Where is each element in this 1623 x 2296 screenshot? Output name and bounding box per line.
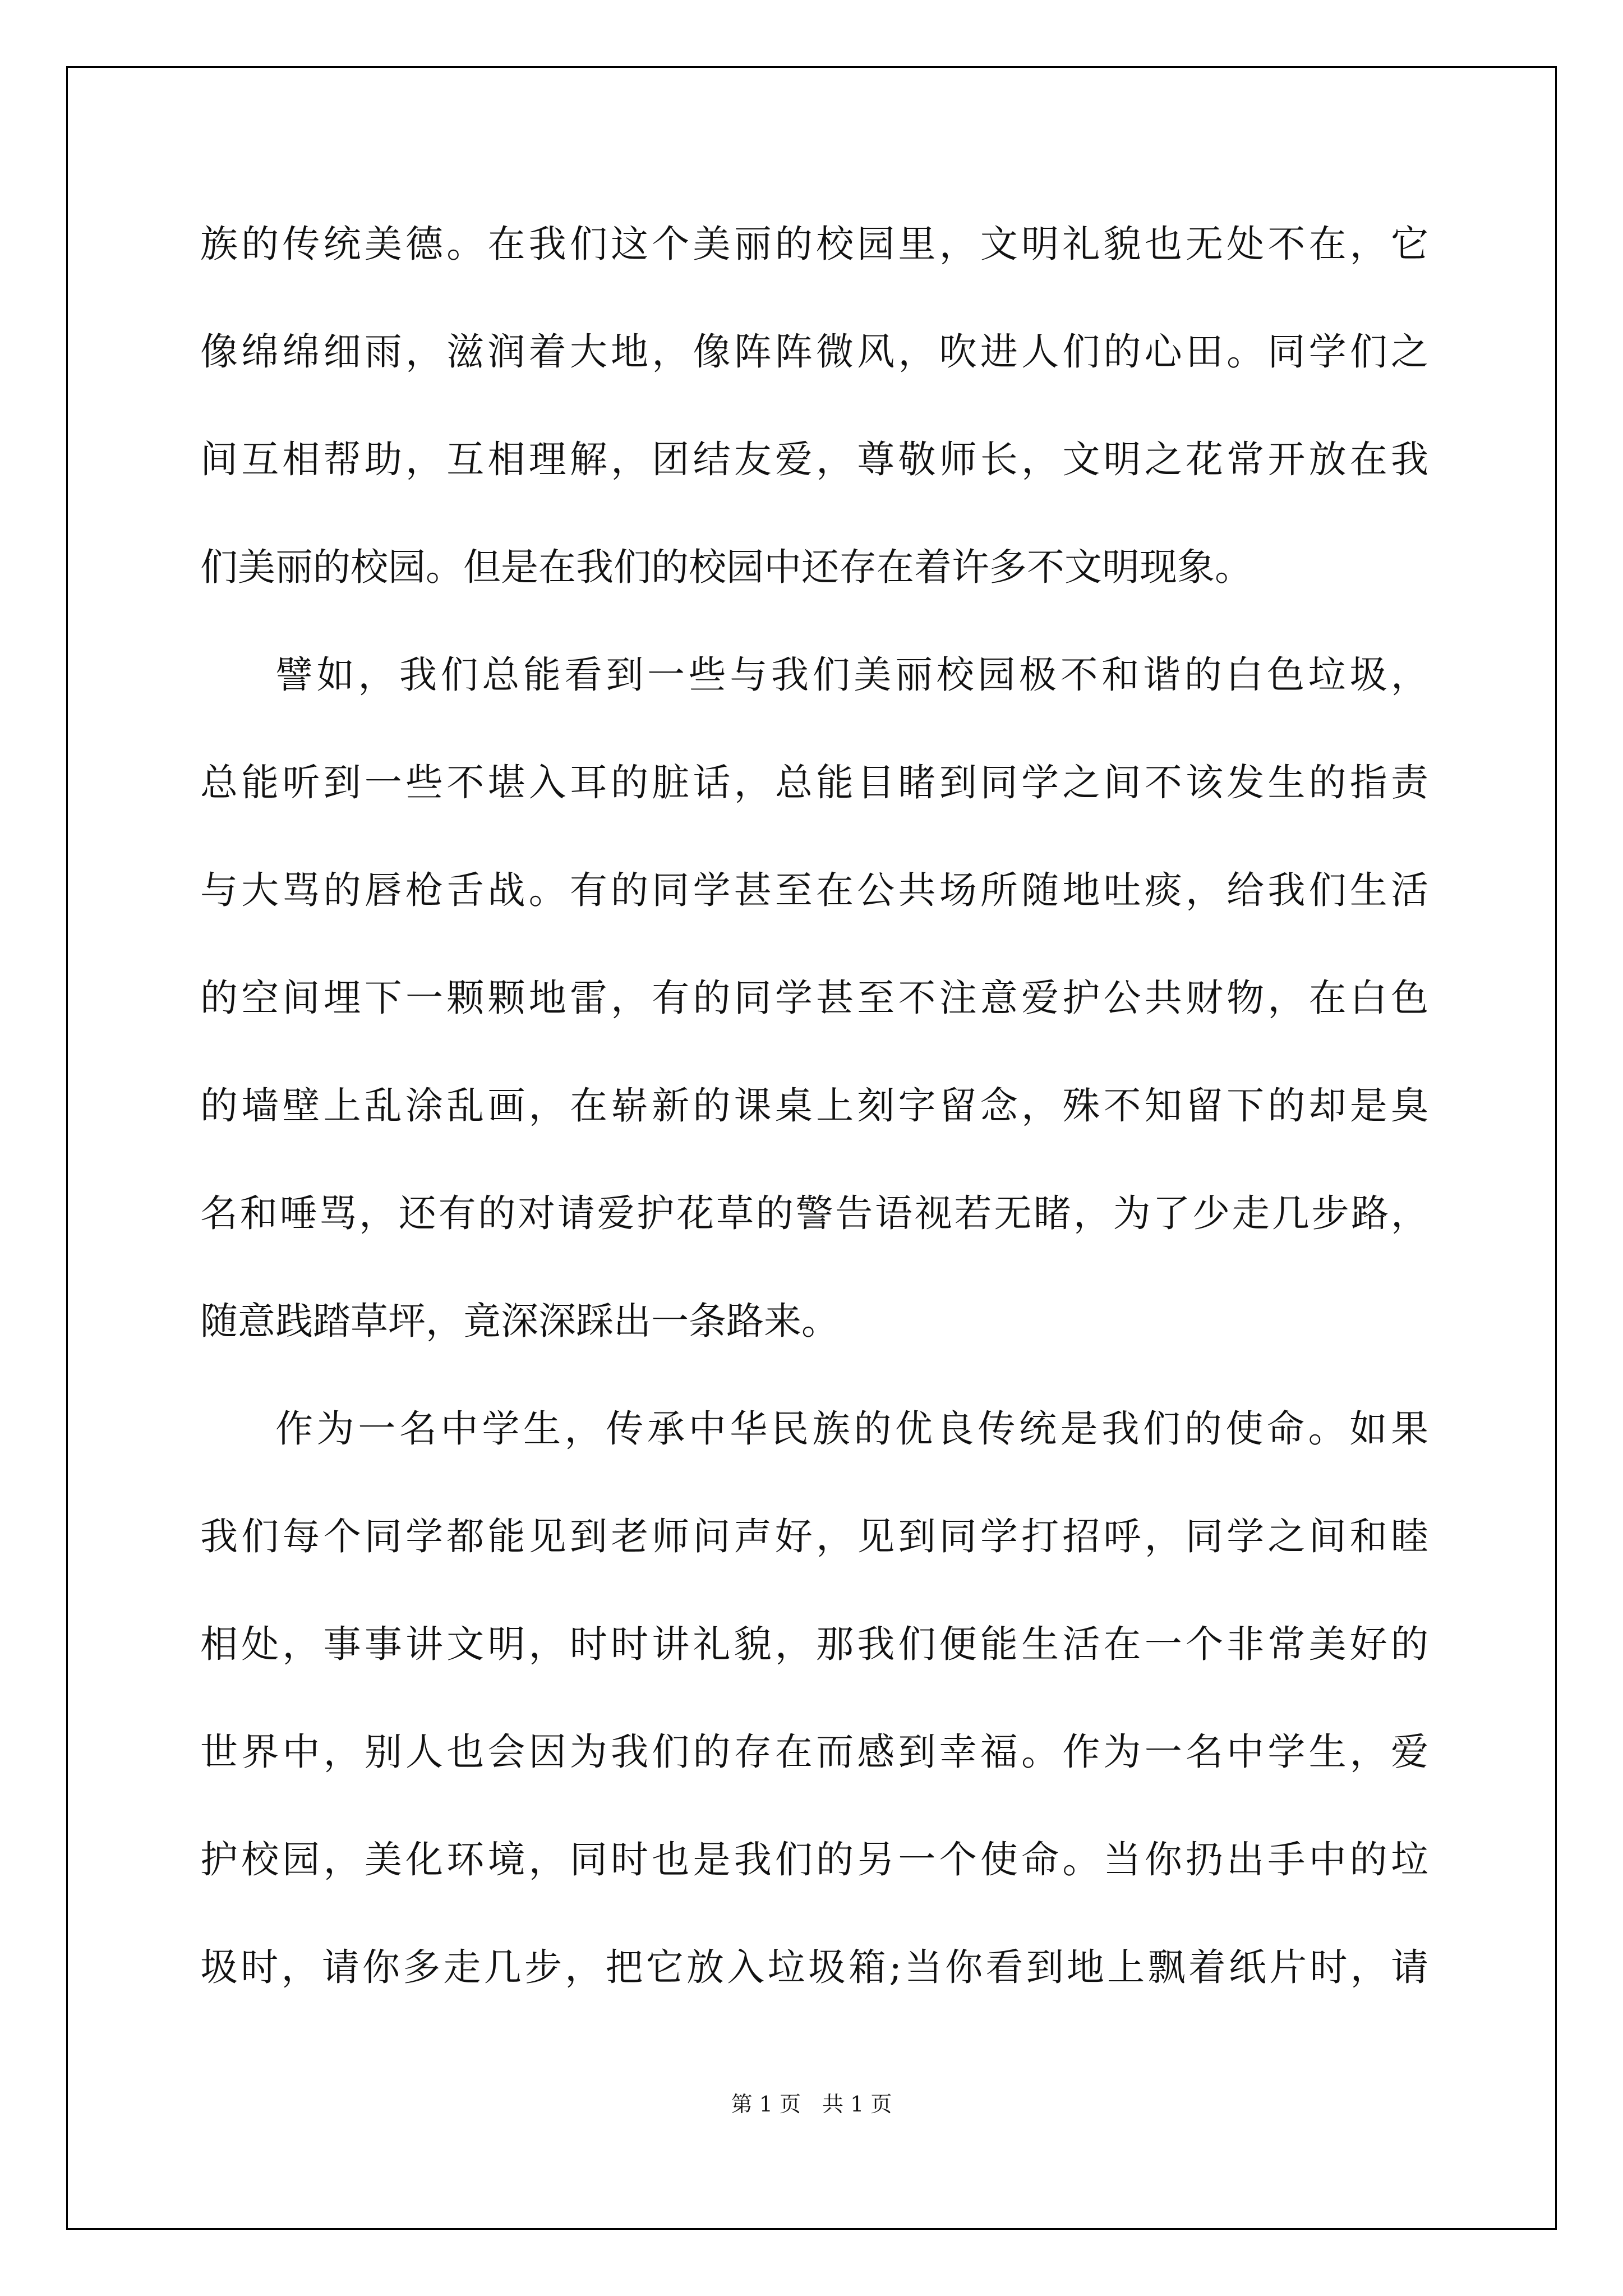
text-line: 随意践踏草坪，竟深深踩出一条路来。	[200, 1299, 839, 1343]
page-number-footer: 第 1 页 共 1 页	[731, 2092, 892, 2116]
document-body	[200, 206, 1428, 2037]
text-line: 名和唾骂，还有的对请爱护花草的警告语视若无睹，为了少走几步路，	[200, 1191, 1428, 1235]
text-line: 总能听到一些不堪入耳的脏话，总能目睹到同学之间不该发生的指责	[200, 761, 1428, 804]
text-line: 我们每个同学都能见到老师问声好，见到同学打招呼，同学之间和睦	[200, 1515, 1428, 1558]
text-line: 像绵绵细雨，滋润着大地，像阵阵微风，吹进人们的心田。同学们之	[200, 330, 1428, 374]
text-line: 的空间埋下一颗颗地雷，有的同学甚至不注意爱护公共财物，在白色	[200, 976, 1428, 1020]
text-line: 相处，事事讲文明，时时讲礼貌，那我们便能生活在一个非常美好的	[200, 1622, 1428, 1666]
paragraph-first-line: 作为一名中学生，传承中华民族的优良传统是我们的使命。如果	[275, 1407, 1428, 1451]
text-line: 护校园，美化环境，同时也是我们的另一个使命。当你扔出手中的垃	[200, 1838, 1428, 1881]
text-line: 族的传统美德。在我们这个美丽的校园里，文明礼貌也无处不在，它	[200, 222, 1428, 266]
paragraph-first-line: 譬如，我们总能看到一些与我们美丽校园极不和谐的白色垃圾，	[275, 653, 1428, 697]
text-line: 间互相帮助，互相理解，团结友爱，尊敬师长，文明之花常开放在我	[200, 438, 1428, 481]
text-line: 圾时，请你多走几步，把它放入垃圾箱;当你看到地上飘着纸片时，请	[200, 1945, 1428, 1989]
text-line: 的墙壁上乱涂乱画，在崭新的课桌上刻字留念，殊不知留下的却是臭	[200, 1084, 1428, 1128]
text-line: 世界中，别人也会因为我们的存在而感到幸福。作为一名中学生，爱	[200, 1730, 1428, 1774]
text-line: 与大骂的唇枪舌战。有的同学甚至在公共场所随地吐痰，给我们生活	[200, 868, 1428, 912]
text-line: 们美丽的校园。但是在我们的校园中还存在着许多不文明现象。	[200, 545, 1252, 589]
